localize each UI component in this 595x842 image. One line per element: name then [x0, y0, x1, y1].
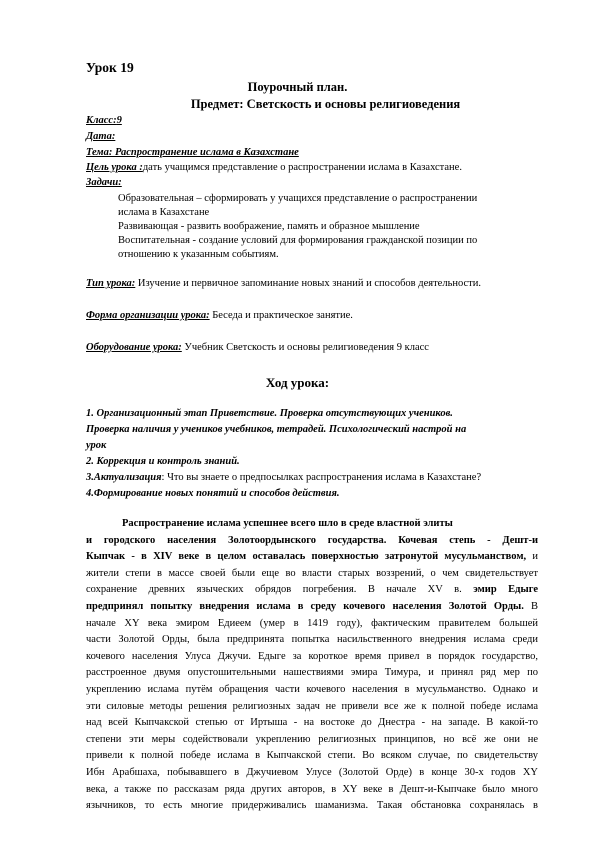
- step-1-line-2: Проверка наличия у учеников учебников, тетрадей. Психологический настрой на: [86, 424, 467, 435]
- body-line-bold: эмир Едыге: [473, 584, 538, 596]
- form-label: Форма организации урока:: [86, 310, 210, 321]
- task-item: ислама в Казахстане: [118, 207, 210, 218]
- equipment-value: Учебник Светскость и основы религиоведения 9 класс: [181, 342, 429, 353]
- step-3: [86, 472, 481, 483]
- body-line-head: сохранение древних языческих обрядов погребения. В начале XV в.: [86, 584, 474, 596]
- step-3-text: : Что вы знаете о предпосылках распространения ислама в Казахстане?: [161, 472, 482, 483]
- body-line: степени эти меры содействовали укреплению религиозных принципов, но всё же они не: [86, 733, 538, 745]
- body-line: над всей Кыпчакской степью от Иртыша - на востоке до Днестра - на западе. В какой-то: [86, 717, 538, 729]
- form-line: [86, 310, 353, 321]
- body-line: [86, 582, 538, 599]
- goal-value: дать учащимся представление о распространении ислама в Казахстане.: [142, 162, 462, 173]
- body-line: Распространение ислама успешнее всего шло в среде властной элиты: [122, 518, 453, 529]
- subject-title: Предмет: Светскость и основы религиоведения: [190, 97, 461, 111]
- lesson-type-value: Изучение и первичное запоминание новых знаний и способов деятельности.: [135, 278, 481, 289]
- step-1-line-1: 1. Организационный этап Приветствие. Проверка отсутствующих учеников.: [86, 408, 453, 419]
- body-line-tail: и: [526, 551, 538, 563]
- class-value: 9: [116, 115, 122, 126]
- body-line: [86, 599, 538, 616]
- body-line: части Золотой Орды, была предпринята попытка насильственного внедрения ислама среди: [86, 634, 538, 646]
- body-line: [86, 549, 538, 566]
- body-paragraph: [86, 516, 538, 815]
- lesson-type-label: Тип урока:: [86, 278, 136, 289]
- plan-title: Поурочный план.: [247, 80, 348, 94]
- goal-line: [86, 162, 462, 173]
- form-value: Беседа и практическое занятие.: [209, 310, 353, 321]
- step-1-line-3: урок: [86, 440, 107, 451]
- body-line: эти силовые методы решения религиозных задач не привели все же к полной победе ислама: [86, 700, 538, 712]
- equipment-label: Оборудование урока:: [86, 342, 182, 353]
- date-line: [86, 131, 115, 142]
- body-line: язычников, то есть многие придерживались шаманизма. Такая обстановка сохранялась в: [86, 800, 538, 812]
- body-line-bold: и городского населения Золотоордынского государства. Кочевая степь - Дешт-и: [86, 534, 538, 546]
- body-line: Ибн Арабшаха, побывавшего в Джучиевом Улусе (Золотой Орде) в конце 30-х годов XY: [86, 766, 538, 778]
- topic-line: [86, 147, 299, 158]
- date-label: Дата:: [86, 131, 116, 142]
- body-line: кочевого населения Улуса Джучи. Едыге за короткое время привел в порядок государство,: [86, 650, 538, 662]
- body-line: жители степи в массе своей были еще во власти старых воззрений, о чем свидетельствует: [86, 567, 538, 579]
- tasks-label: Задачи:: [86, 177, 122, 188]
- class-line: [86, 115, 122, 126]
- body-line-bold: Кыпчак - в XIV веке в целом оставалась поверхностью затронутой мусульманством,: [86, 551, 527, 563]
- task-item: отношению к указанным событиям.: [118, 249, 279, 260]
- body-line: века, а также по рассказам ряда других авторов, в XY веке в Дешт-и-Кыпчаке было много: [86, 783, 538, 795]
- body-line: привели к полной победе ислама в Кыпчакской степи. Во всяком случае, по свидетельству: [86, 750, 538, 762]
- body-line: [86, 533, 538, 550]
- lesson-number: Урок 19: [86, 60, 134, 75]
- task-item: Воспитательная - создание условий для формирования гражданской позиции по: [118, 235, 478, 246]
- course-title: Ход урока:: [265, 375, 330, 390]
- body-line-bold: предпринял попытку внедрения ислама в среду кочевого населения Золотой Орды.: [86, 600, 524, 612]
- body-line: укреплению ислама путём обращения части кочевого населения в мусульманство. Однако и: [86, 683, 538, 695]
- step-4: 4.Формирование новых понятий и способов действия.: [86, 488, 340, 499]
- class-label: Класс:: [86, 115, 117, 126]
- topic-label: Тема: Распространение ислама в Казахстане: [86, 147, 299, 158]
- tasks-line: [86, 177, 122, 188]
- task-item: Развивающая - развить воображение, память и образное мышление: [118, 221, 420, 232]
- body-line: расстроенное двумя опустошительными нашествиями эмира Тимура, и принял ряд мер по: [86, 667, 538, 679]
- body-line: начале XY века эмиром Едиеем (умер в 1419 году), фактическим правителем большей: [86, 617, 538, 629]
- body-line-tail: В: [523, 600, 538, 612]
- lesson-type-line: [86, 278, 481, 289]
- task-item: Образовательная – сформировать у учащихся представление о распространении: [118, 193, 478, 204]
- step-2: 2. Коррекция и контроль знаний.: [86, 456, 240, 467]
- equipment-line: [86, 342, 429, 353]
- goal-label: Цель урока :: [86, 162, 143, 173]
- step-3-label: 3.Актуализация: [86, 472, 162, 483]
